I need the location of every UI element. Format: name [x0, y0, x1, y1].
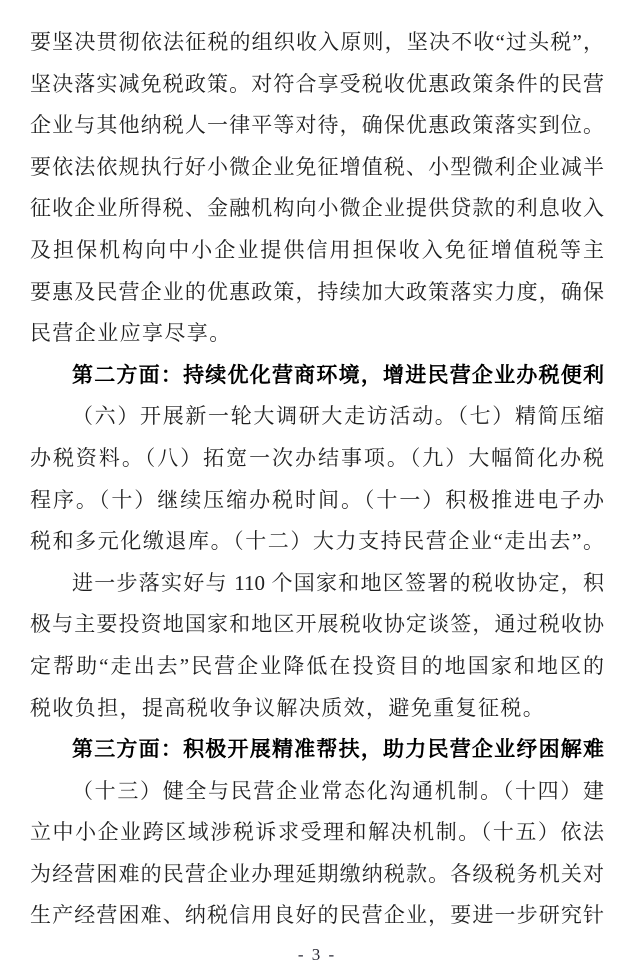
text-line: 企业与其他纳税人一律平等对待，确保优惠政策落实到位。 [30, 113, 604, 138]
text-line: 要坚决贯彻依法征税的组织收入原则，坚决不收“过头税”， [30, 30, 604, 54]
text-line: （十三）健全与民营企业常态化沟通机制。（十四）建 [72, 778, 604, 803]
text-line: 极与主要投资地国家和地区开展税收协定谈签，通过税收协 [30, 612, 604, 637]
text-line: 程序。（十）继续压缩办税时间。（十一）积极推进电子办 [30, 487, 604, 512]
section-heading: 第二方面：持续优化营商环境，增进民营企业办税便利 [72, 362, 604, 387]
page-footer [0, 944, 634, 966]
text-line: 定帮助“走出去”民营企业降低在投资目的地国家和地区的 [30, 653, 604, 678]
text-line: 税收负担，提高税收争议解决质效，避免重复征税。 [30, 695, 546, 720]
text-line: 及担保机构向中小企业提供信用担保收入免征增值税等主 [30, 237, 604, 262]
text-line: 进一步落实好与 110 个国家和地区签署的税收协定，积 [72, 570, 604, 595]
text-line: 要依法依规执行好小微企业免征增值税、小型微利企业减半 [30, 154, 604, 179]
text-line: 要惠及民营企业的优惠政策，持续加大政策落实力度，确保 [30, 279, 604, 304]
text-line: 为经营困难的民营企业办理延期缴纳税款。各级税务机关对 [30, 861, 604, 886]
text-block [30, 22, 604, 937]
text-line: 税和多元化缴退库。（十二）大力支持民营企业“走出去”。 [30, 529, 604, 554]
text-line: 办税资料。（八）拓宽一次办结事项。（九）大幅简化办税 [30, 445, 604, 470]
section-heading: 第三方面：积极开展精准帮扶，助力民营企业纾困解难 [72, 737, 604, 762]
text-line: 坚决落实减免税政策。对符合享受税收优惠政策条件的民营 [30, 71, 604, 96]
text-line: 民营企业应享尽享。 [30, 321, 232, 346]
text-line: （六）开展新一轮大调研大走访活动。（七）精简压缩 [72, 404, 604, 429]
text-line: 征收企业所得税、金融机构向小微企业提供贷款的利息收入 [30, 196, 604, 221]
page-number: - 3 - [297, 945, 337, 964]
text-line: 立中小企业跨区域涉税诉求受理和解决机制。（十五）依法 [30, 820, 604, 845]
text-line: 生产经营困难、纳税信用良好的民营企业，要进一步研究针 [30, 903, 604, 928]
